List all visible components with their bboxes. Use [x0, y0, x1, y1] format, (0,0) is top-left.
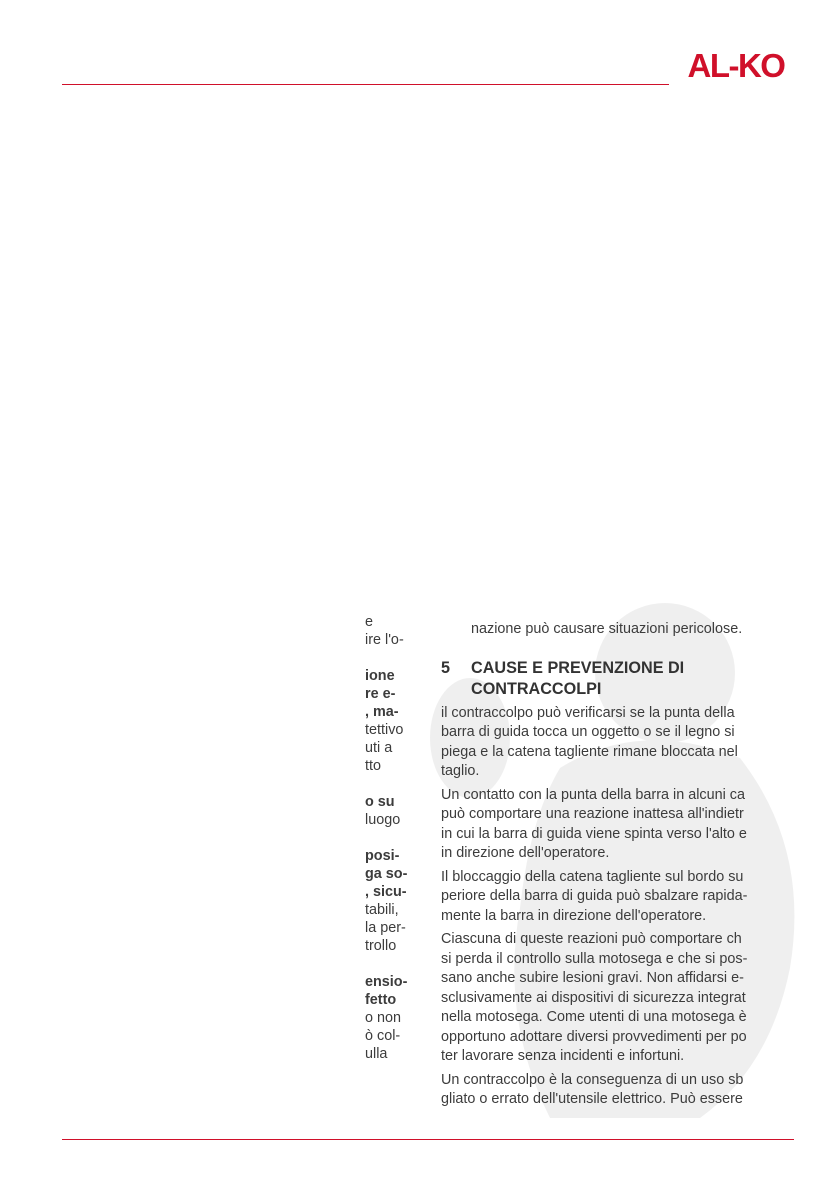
left-fragment-line: , ma-	[365, 704, 399, 720]
alko-logo	[675, 46, 797, 84]
left-fragment-line	[365, 649, 413, 667]
left-fragment-line: fetto	[365, 992, 397, 1008]
paragraph	[441, 1071, 786, 1110]
paragraph	[441, 930, 786, 1067]
left-fragment-line: , sicu-	[365, 884, 407, 900]
left-fragment-line	[365, 955, 413, 973]
paragraph-line: piega e la catena tagliente rimane bloccata nel	[441, 743, 738, 760]
left-fragment-line: ione	[365, 668, 395, 684]
footer-rule	[62, 1139, 794, 1140]
paragraph-line: periore della barra di guida può sbalzare rapida-	[441, 888, 748, 904]
left-fragment-line	[365, 829, 413, 847]
left-column-fragments	[365, 613, 413, 1063]
left-fragment-line: la per-	[365, 920, 406, 936]
paragraph-line: Un contraccolpo è la conseguenza di un uso sb	[441, 1071, 744, 1088]
paragraph-line: può comportare una reazione inattesa all'indietr	[441, 806, 744, 822]
left-fragment-line: re e-	[365, 686, 396, 702]
left-fragment-line: uti a	[365, 740, 393, 756]
left-fragment-line: e	[365, 614, 374, 630]
left-fragment-line: o su	[365, 794, 395, 810]
left-fragment-line: o non	[365, 1010, 402, 1026]
left-fragment-line: ò col-	[365, 1028, 401, 1044]
left-fragment-line: posi-	[365, 848, 400, 864]
brand-logo-mark	[675, 46, 797, 84]
paragraph-line: il contraccolpo può verificarsi se la punta della	[441, 704, 735, 721]
left-fragment-line: ire l'o-	[365, 632, 404, 648]
left-fragment-line: tettivo	[365, 722, 404, 738]
paragraph-line: in direzione dell'operatore.	[441, 845, 610, 861]
continuation-text: nazione può causare situazioni pericolose.	[471, 621, 743, 637]
paragraph-line: Un contatto con la punta della barra in alcuni ca	[441, 786, 745, 803]
paragraph-line: mente la barra in direzione dell'operatore.	[441, 907, 707, 924]
left-fragment-line	[365, 775, 413, 793]
left-fragment-line: tabili,	[365, 902, 399, 918]
paragraph	[441, 868, 786, 927]
left-fragment-line: trollo	[365, 938, 397, 954]
paragraph-line: Ciascuna di queste reazioni può comportare ch	[441, 931, 742, 947]
paragraph-line: opportuno adottare diversi provvedimenti per po	[441, 1028, 747, 1045]
paragraph	[441, 786, 786, 864]
section-number: 5	[441, 658, 451, 677]
paragraph-line: sclusivamente ai dispositivi di sicurezza integrat	[441, 989, 746, 1006]
left-fragment-line: ga so-	[365, 866, 408, 882]
left-fragment-line: ensio-	[365, 974, 408, 990]
paragraph	[441, 704, 786, 782]
header-rule	[62, 84, 669, 85]
paragraph-line: sano anche subire lesioni gravi. Non affidarsi e-	[441, 970, 744, 986]
paragraph-line: gliato o errato dell'utensile elettrico. Può essere	[441, 1091, 743, 1107]
paragraph-line: barra di guida tocca un oggetto o se il legno si	[441, 724, 735, 740]
left-fragment-line: ulla	[365, 1046, 388, 1062]
paragraph-line: ter lavorare senza incidenti e infortuni.	[441, 1048, 685, 1064]
paragraph-line: nella motosega. Come utenti di una motosega è	[441, 1009, 747, 1025]
section-title-line2: CONTRACCOLPI	[471, 679, 602, 698]
section-heading	[441, 658, 786, 700]
brand-text: AL-KO	[687, 47, 785, 84]
section-body	[441, 704, 786, 1110]
paragraph-line: in cui la barra di guida viene spinta verso l'alto e	[441, 825, 747, 842]
right-column	[441, 620, 786, 1114]
left-fragment-line: luogo	[365, 812, 401, 828]
left-fragment-line: tto	[365, 758, 381, 774]
paragraph-line: Il bloccaggio della catena tagliente sul bordo su	[441, 868, 744, 885]
paragraph-line: taglio.	[441, 763, 480, 779]
paragraph-line: si perda il controllo sulla motosega e che si pos-	[441, 950, 748, 967]
section-title-line1: CAUSE E PREVENZIONE DI	[471, 658, 685, 677]
